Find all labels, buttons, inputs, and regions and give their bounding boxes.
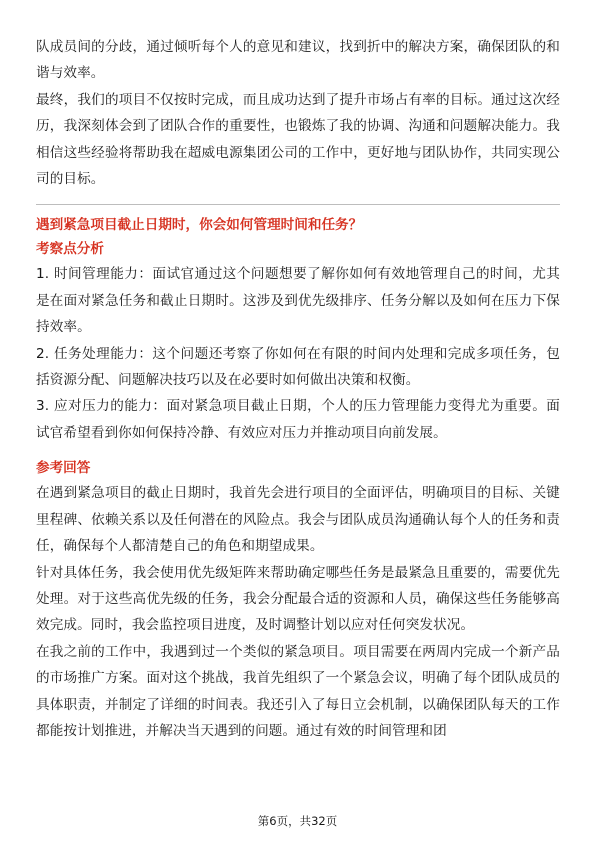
analysis-heading: 考察点分析 — [36, 241, 104, 258]
page-number-footer: 第6页，共32页 — [257, 814, 338, 828]
analysis-point-2: 2. 任务处理能力：这个问题还考察了你如何在有限的时间内处理和完成多项任务，包括资源分配、问题解决技巧以及在必要时如何做出决策和权衡。 — [36, 345, 560, 389]
section-divider — [36, 204, 560, 205]
answer-paragraph-1: 在遇到紧急项目的截止日期时，我首先会进行项目的全面评估，明确项目的目标、关键里程碑、依赖关系以及任何潜在的风险点。我会与团队成员沟通确认每个人的任务和责任，确保每个人都清楚自己的角色和期望成果。 — [36, 485, 560, 555]
analysis-point-3: 3. 应对压力的能力：面对紧急项目截止日期，个人的压力管理能力变得尤为重要。面试官希望看到你如何保持冷静、有效应对压力并推动项目向前发展。 — [36, 398, 560, 441]
page-content — [36, 34, 560, 744]
answer-paragraph-2: 针对具体任务，我会使用优先级矩阵来帮助确定哪些任务是最紧急且重要的，需要优先处理。对于这些高优先级的任务，我会分配最合适的资源和人员，确保这些任务能够高效完成。同时，我会监控项目进度，及时调整计划以应对任何突发状况。 — [36, 564, 560, 634]
question-title: 遇到紧急项目截止日期时，你会如何管理时间和任务？ — [36, 217, 363, 234]
answer-heading: 参考回答 — [36, 460, 91, 477]
answer-paragraph-3: 在我之前的工作中，我遇到过一个类似的紧急项目。项目需要在两周内完成一个新产品的市场推广方案。面对这个挑战，我首先组织了一个紧急会议，明确了每个团队成员的具体职责，并制定了详细的时间表。我还引入了每日立会机制，以确保团队每天的工作都能按计划推进，并解决当天遇到的问题。通过有效的时间管理和团 — [36, 643, 560, 739]
analysis-point-1: 1. 时间管理能力：面试官通过这个问题想要了解你如何有效地管理自己的时间，尤其是在面对紧急任务和截止日期时。这涉及到优先级排序、任务分解以及如何在压力下保持效率。 — [36, 266, 560, 336]
intro-paragraph-1: 队成员间的分歧，通过倾听每个人的意见和建议，找到折中的解决方案，确保团队的和谐与效率。 — [36, 39, 560, 82]
intro-paragraph-2: 最终，我们的项目不仅按时完成，而且成功达到了提升市场占有率的目标。通过这次经历，我深刻体会到了团队合作的重要性，也锻炼了我的协调、沟通和问题解决能力。我相信这些经验将帮助我在超威电源集团公司的工作中，更好地与团队协作，共同实现公司的目标。 — [36, 91, 560, 188]
